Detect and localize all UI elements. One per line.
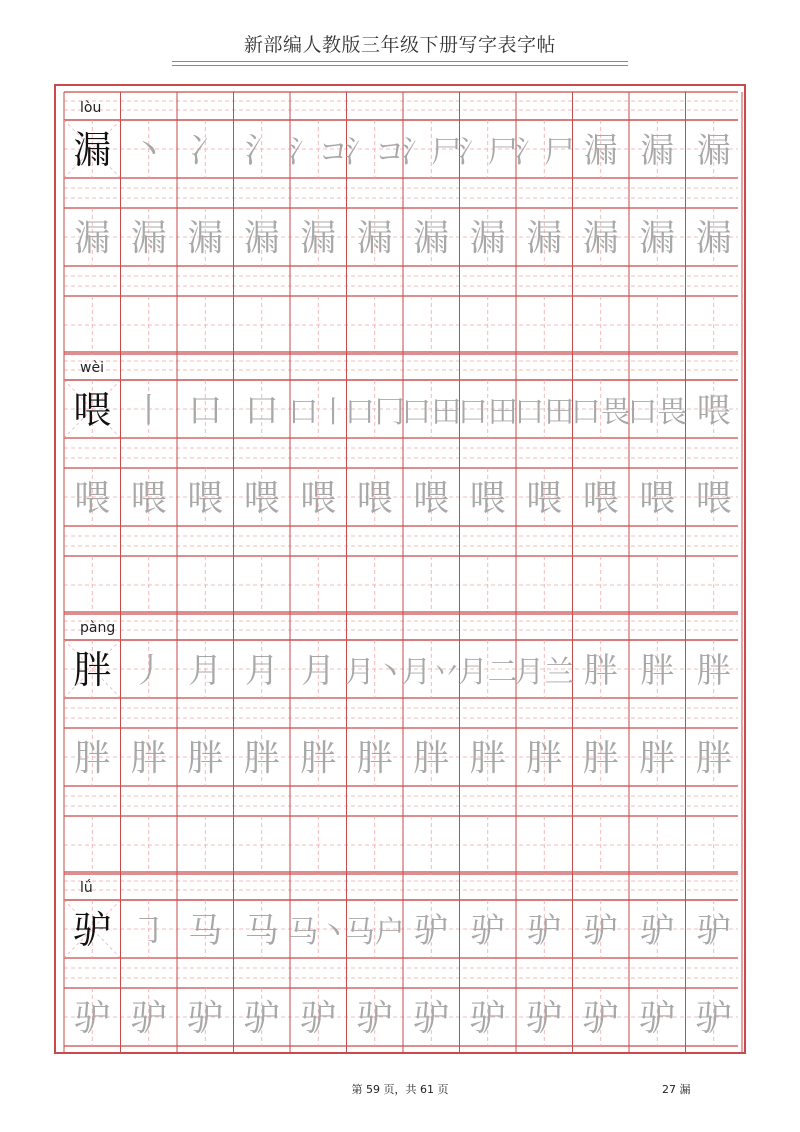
stroke-order-step: 口丨 xyxy=(288,395,349,430)
stroke-order-step: 口 xyxy=(188,391,223,431)
stroke-order-step: 马丶 xyxy=(288,915,349,950)
trace-character: 驴 xyxy=(413,998,450,1039)
trace-character: 喂 xyxy=(639,478,676,519)
title-rule-bottom xyxy=(172,65,628,66)
stroke-order-step: 丨 xyxy=(131,391,166,431)
stroke-order-step: 驴 xyxy=(527,911,562,951)
trace-character: 漏 xyxy=(469,218,506,259)
trace-character: 漏 xyxy=(130,218,167,259)
stroke-order-step: 驴 xyxy=(470,911,505,951)
stroke-order-step: 口 xyxy=(244,391,279,431)
trace-character: 漏 xyxy=(300,218,337,259)
trace-character: 漏 xyxy=(356,218,393,259)
stroke-order-step: 胖 xyxy=(696,651,731,691)
trace-character: 漏 xyxy=(582,218,619,259)
trace-character: 胖 xyxy=(413,738,450,779)
stroke-order-step: 月丷 xyxy=(401,655,462,690)
stroke-order-step: ㇆ xyxy=(131,911,166,951)
trace-character: 漏 xyxy=(413,218,450,259)
trace-character: 胖 xyxy=(74,738,111,779)
stroke-order-step: 月 xyxy=(244,651,279,691)
stroke-order-step: 月丶 xyxy=(344,655,405,690)
trace-character: 喂 xyxy=(300,478,337,519)
page-title: 新部编人教版三年级下册写字表字帖 xyxy=(243,34,556,56)
pinyin-label: pàng xyxy=(80,620,116,636)
trace-character: 胖 xyxy=(526,738,563,779)
stroke-order-step: 月二 xyxy=(457,655,518,690)
trace-character: 胖 xyxy=(639,738,676,779)
trace-character: 驴 xyxy=(639,998,676,1039)
trace-character: 漏 xyxy=(526,218,563,259)
trace-character: 胖 xyxy=(695,738,732,779)
stroke-order-step: 马 xyxy=(188,911,223,951)
model-character: 漏 xyxy=(73,128,112,172)
title-rule-top xyxy=(172,61,628,62)
trace-character: 驴 xyxy=(74,998,111,1039)
stroke-order-step: 氵コ xyxy=(344,135,405,170)
stroke-order-step: 漏 xyxy=(640,131,675,171)
stroke-order-step: 丿 xyxy=(131,651,166,691)
trace-character: 驴 xyxy=(187,998,224,1039)
stroke-order-step: 马 xyxy=(244,911,279,951)
model-character: 胖 xyxy=(73,648,112,692)
trace-character: 驴 xyxy=(243,998,280,1039)
stroke-order-step: 氵 xyxy=(244,131,279,171)
trace-character: 漏 xyxy=(695,218,732,259)
stroke-order-step: 氵尸 xyxy=(401,135,462,170)
page-number: 第 59 页，共 61 页 xyxy=(351,1083,449,1096)
stroke-order-step: 口田 xyxy=(457,395,518,430)
trace-character: 喂 xyxy=(469,478,506,519)
trace-character: 驴 xyxy=(582,998,619,1039)
trace-character: 喂 xyxy=(74,478,111,519)
pinyin-label: lòu xyxy=(80,100,102,116)
stroke-order-step: 口田 xyxy=(401,395,462,430)
trace-character: 驴 xyxy=(356,998,393,1039)
trace-character: 喂 xyxy=(356,478,393,519)
stroke-order-step: 漏 xyxy=(696,131,731,171)
trace-character: 胖 xyxy=(243,738,280,779)
stroke-order-step: 月 xyxy=(188,651,223,691)
stroke-order-step: 口畏 xyxy=(627,395,688,430)
stroke-order-step: 漏 xyxy=(583,131,618,171)
copybook-frame xyxy=(54,84,746,1054)
pinyin-label: lǘ xyxy=(80,880,93,896)
trace-character: 喂 xyxy=(526,478,563,519)
stroke-order-step: 驴 xyxy=(640,911,675,951)
stroke-order-step: 胖 xyxy=(640,651,675,691)
stroke-order-step: 氵尸 xyxy=(457,135,518,170)
trace-character: 喂 xyxy=(243,478,280,519)
stroke-order-step: 马户 xyxy=(344,915,405,950)
trace-character: 胖 xyxy=(582,738,619,779)
trace-character: 漏 xyxy=(639,218,676,259)
stroke-order-step: 月兰 xyxy=(514,655,575,690)
stroke-order-step: 口畏 xyxy=(570,395,631,430)
trace-character: 胖 xyxy=(187,738,224,779)
stroke-order-step: 驴 xyxy=(414,911,449,951)
stroke-order-step: 喂 xyxy=(696,391,731,431)
stroke-order-step: 冫 xyxy=(188,131,223,171)
trace-character: 胖 xyxy=(356,738,393,779)
stroke-order-step: 驴 xyxy=(583,911,618,951)
model-character: 驴 xyxy=(73,908,112,952)
trace-character: 驴 xyxy=(300,998,337,1039)
trace-character: 喂 xyxy=(413,478,450,519)
trace-character: 喂 xyxy=(130,478,167,519)
trace-character: 喂 xyxy=(187,478,224,519)
trace-character: 胖 xyxy=(469,738,506,779)
trace-character: 喂 xyxy=(695,478,732,519)
trace-character: 驴 xyxy=(695,998,732,1039)
trace-character: 驴 xyxy=(526,998,563,1039)
trace-character: 喂 xyxy=(582,478,619,519)
stroke-order-step: 口冂 xyxy=(344,395,405,430)
stroke-order-step: 氵尸 xyxy=(514,135,575,170)
trace-character: 漏 xyxy=(74,218,111,259)
stroke-order-step: 氵コ xyxy=(288,135,349,170)
trace-character: 胖 xyxy=(300,738,337,779)
stroke-order-step: 口田 xyxy=(514,395,575,430)
stroke-order-step: 驴 xyxy=(696,911,731,951)
stroke-order-step: 胖 xyxy=(583,651,618,691)
pinyin-label: wèi xyxy=(80,360,104,376)
trace-character: 胖 xyxy=(130,738,167,779)
trace-character: 漏 xyxy=(187,218,224,259)
page-note: 27 漏 xyxy=(662,1083,691,1096)
stroke-order-step: 丶 xyxy=(131,131,166,171)
trace-character: 驴 xyxy=(469,998,506,1039)
stroke-order-step: 月 xyxy=(301,651,336,691)
copybook-grid xyxy=(56,86,744,1052)
trace-character: 漏 xyxy=(243,218,280,259)
trace-character: 驴 xyxy=(130,998,167,1039)
model-character: 喂 xyxy=(73,388,112,432)
